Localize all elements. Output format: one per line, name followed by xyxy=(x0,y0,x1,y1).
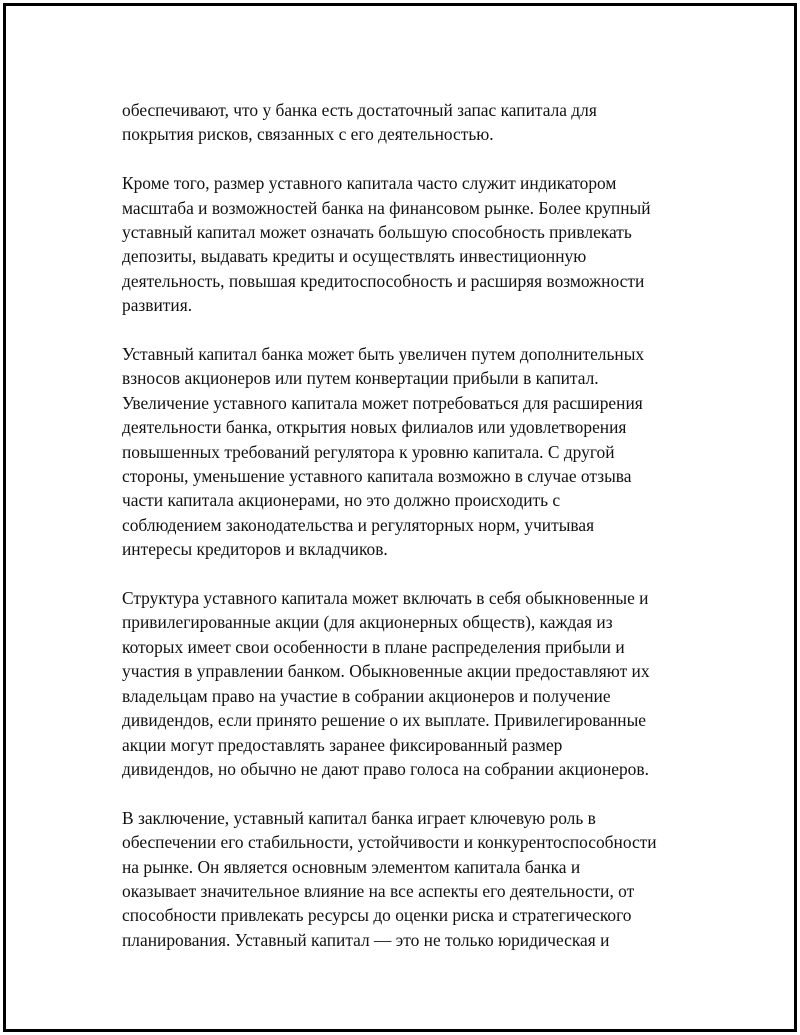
text-line: обеспечении его стабильности, устойчивости и конкурентоспособности xyxy=(122,832,657,853)
text-line: Кроме того, размер уставного капитала часто служит индикатором xyxy=(122,173,617,194)
text-line: владельцам право на участие в собрании акционеров и получение xyxy=(122,685,611,706)
text-line: части капитала акционерами, но это должно происходить с xyxy=(122,490,561,511)
document-body xyxy=(122,98,692,977)
text-line: привилегированные акции (для акционерных обществ), каждая из xyxy=(122,612,613,633)
text-line: дивидендов, но обычно не дают право голоса на собрании акционеров. xyxy=(122,758,649,779)
text-line: участия в управлении банком. Обыкновенные акции предоставляют их xyxy=(122,661,650,682)
document-page xyxy=(3,3,797,1032)
paragraph-4 xyxy=(122,586,692,781)
text-line: которых имеет свои особенности в плане распределения прибыли и xyxy=(122,636,625,657)
text-line: дивидендов, если принято решение о их выплате. Привилегированные xyxy=(122,710,647,731)
text-line: масштаба и возможностей банка на финансовом рынке. Более крупный xyxy=(122,197,651,218)
text-line: деятельность, повышая кредитоспособность и расширяя возможности xyxy=(122,270,645,291)
text-line: уставный капитал может означать большую способность привлекать xyxy=(122,222,632,243)
text-line: взносов акционеров или путем конвертации прибыли в капитал. xyxy=(122,368,599,389)
text-line: планирования. Уставный капитал — это не только юридическая и xyxy=(122,929,610,950)
text-line: акции могут предоставлять заранее фиксированный размер xyxy=(122,734,563,755)
text-line: Структура уставного капитала может включать в себя обыкновенные и xyxy=(122,588,649,609)
paragraph-5 xyxy=(122,806,692,952)
text-line: Уставный капитал банка может быть увеличен путем дополнительных xyxy=(122,344,645,365)
text-line: Увеличение уставного капитала может потребоваться для расширения xyxy=(122,392,643,413)
text-line: повышенных требований регулятора к уровню капитала. С другой xyxy=(122,441,615,462)
text-line: деятельности банка, открытия новых филиалов или удовлетворения xyxy=(122,417,627,438)
paragraph-3 xyxy=(122,342,692,562)
text-line: развития. xyxy=(122,295,193,316)
text-line: депозиты, выдавать кредиты и осуществлять инвестиционную xyxy=(122,246,587,267)
paragraph-1 xyxy=(122,98,692,147)
text-line: интересы кредиторов и вкладчиков. xyxy=(122,539,388,560)
text-line: покрытия рисков, связанных с его деятельностью. xyxy=(122,124,494,145)
text-line: стороны, уменьшение уставного капитала возможно в случае отзыва xyxy=(122,466,632,487)
text-line: способности привлекать ресурсы до оценки риска и стратегического xyxy=(122,905,632,926)
text-line: обеспечивают, что у банка есть достаточный запас капитала для xyxy=(122,100,597,120)
text-line: оказывает значительное влияние на все аспекты его деятельности, от xyxy=(122,880,635,901)
text-line: В заключение, уставный капитал банка играет ключевую роль в xyxy=(122,807,596,828)
text-line: соблюдением законодательства и регуляторных норм, учитывая xyxy=(122,514,595,535)
text-line: на рынке. Он является основным элементом капитала банка и xyxy=(122,856,581,877)
paragraph-2 xyxy=(122,171,692,317)
